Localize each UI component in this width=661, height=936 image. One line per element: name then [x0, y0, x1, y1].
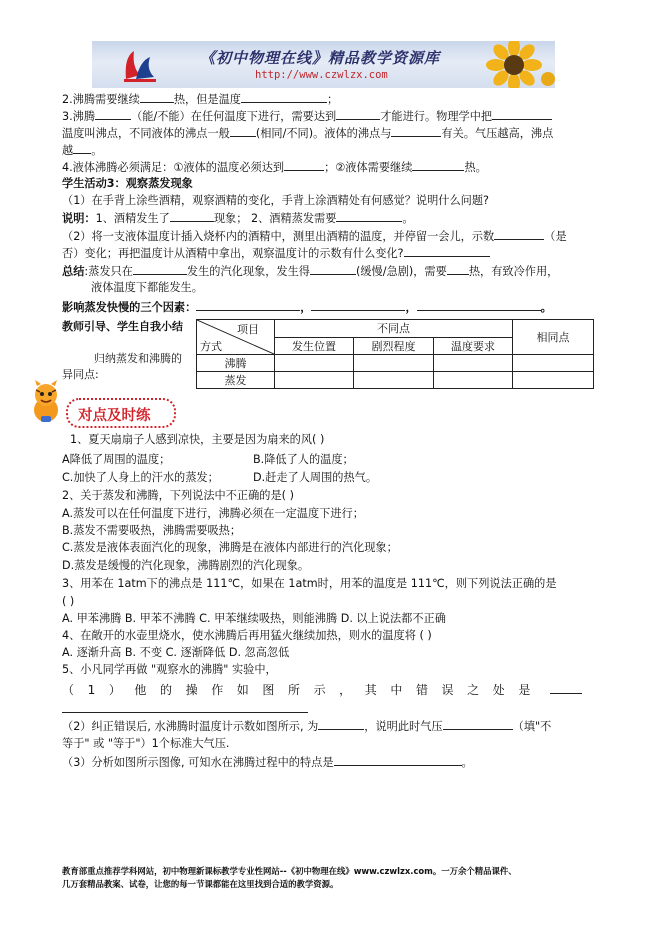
q1-option-b: B.降低了人的温度；	[253, 453, 354, 466]
table-corner-cell	[197, 320, 275, 355]
corner-bottom-label: 方式	[200, 340, 222, 353]
q3-options: A. 甲苯沸腾 B. 甲苯不沸腾 C. 甲苯继续吸热，则能沸腾 D. 以上说法都不正确	[62, 612, 446, 625]
q1-option-d: D.赶走了人周围的热气。	[253, 471, 378, 484]
header-same: 相同点	[513, 320, 594, 355]
corner-top-label: 项目	[237, 323, 259, 336]
sunflower-icon	[484, 41, 555, 88]
question-1: 1、夏天扇扇子人感到凉快，主要是因为扇来的风( )	[70, 433, 325, 446]
q2-option-a: A.蒸发可以在任何温度下进行，沸腾必须在一定温度下进行；	[62, 507, 364, 520]
q1-option-a: A降低了周围的温度；	[62, 453, 171, 466]
q5-part-4: （3）分析如图所示图像, 可知水在沸腾过程中的特点是 。	[62, 756, 473, 769]
q5-part-2: （2）纠正错误后, 水沸腾时温度计示数如图所示, 为 ，说明此时气压 （填"不	[62, 720, 552, 733]
footer-line-1: 教育部重点推荐学科网站，初中物理新课标教学专业性网站--《初中物理在线》www.czwlzx.com。一万余个精品课件、	[62, 866, 517, 876]
cartoon-tiger-icon	[27, 380, 65, 424]
header-banner	[92, 41, 555, 88]
subheader-location: 发生位置	[275, 337, 354, 355]
text-line-4: 越 。	[62, 144, 103, 157]
q5-part-1: （ 1 ） 他 的 操 作 如 图 所 示 ， 其 中 错 误 之 处 是	[62, 682, 582, 698]
site-logo-icon	[120, 45, 160, 85]
q2-option-c: C.蒸发是液体表面汽化的现象，沸腾是在液体内部进行的汽化现象；	[62, 541, 398, 554]
practice-badge-label: 对点及时练	[78, 408, 151, 424]
q3-paren: ( )	[62, 595, 75, 608]
practice-badge	[66, 398, 176, 428]
row-label-evaporation: 蒸发	[197, 372, 275, 389]
text-line-1: 2.沸腾需要继续 热，但是温度 ；	[62, 93, 339, 106]
subheader-temperature: 温度要求	[434, 337, 513, 355]
text-line-13: 影响蒸发快慢的三个因素： ， ， 。	[62, 301, 552, 314]
banner-url: http://www.czwlzx.com	[255, 69, 388, 81]
table-side-title: 教师引导、学生自我小结	[62, 320, 183, 333]
question-4: 4、在敞开的水壶里烧水，使水沸腾后再用猛火继续加热，则水的温度将 ( )	[62, 629, 432, 642]
comparison-table	[196, 319, 594, 389]
section-heading-evaporation: 学生活动3：观察蒸发现象	[62, 177, 193, 190]
text-line-7: （1）在手背上涂些酒精，观察酒精的变化，手背上涂酒精处有何感觉？说明什么问题?	[62, 194, 489, 207]
footer-line-2: 几万套精品教案、试卷，让您的每一节课都能在这里找到合适的教学资源。	[62, 879, 339, 889]
text-line-5: 4.液体沸腾必须满足：①液体的温度必须达到 ；②液体需要继续 热。	[62, 161, 487, 174]
q4-options: A. 逐渐升高 B. 不变 C. 逐渐降低 D. 忽高忽低	[62, 646, 290, 659]
text-line-9: （2）将一支液体温度计插入烧杯内的酒精中，测里出酒精的温度，并停留一会儿，示数 （是	[62, 230, 567, 243]
table-row	[197, 355, 594, 372]
text-line-12: 液体温度下都能发生。	[91, 281, 203, 294]
q5-part-3: 等于" 或 "等于"）1个标准大气压.	[62, 737, 230, 750]
header-different: 不同点	[275, 320, 513, 338]
q2-option-b: B.蒸发不需要吸热，沸腾需要吸热；	[62, 524, 242, 537]
question-3: 3、用苯在 1atm下的沸点是 111℃，如果在 1atm时，用苯的温度是 111℃，则下列说法正确的是	[62, 577, 557, 590]
question-2: 2、关于蒸发和沸腾，下列说法中不正确的是( )	[62, 489, 294, 502]
text-line-3: 温度叫沸点，不同液体的沸点一般 (相同/不同)。液体的沸点与 有关。气压越高，沸点	[62, 127, 554, 140]
question-5: 5、小凡同学再做 "观察水的沸腾" 实验中，	[62, 663, 277, 676]
answer-line	[62, 712, 308, 713]
text-line-8: 说明：1、酒精发生了 现象； 2、酒精蒸发需要 。	[62, 212, 414, 225]
text-line-10: 否）变化；再把温度计从酒精中拿出，观察温度计的示数有什么变化?	[62, 245, 490, 262]
subheader-intensity: 剧烈程度	[354, 337, 434, 355]
q2-option-d: D.蒸发是缓慢的汽化现象，沸腾剧烈的汽化现象。	[62, 559, 310, 572]
text-line-2: 3.沸腾 （能/不能）在任何温度下进行，需要达到 才能进行。物理学中把	[62, 108, 552, 125]
q1-option-c: C.加快了人身上的汗水的蒸发；	[62, 471, 219, 484]
row-label-boiling: 沸腾	[197, 355, 275, 372]
banner-title: 《初中物理在线》精品教学资源库	[200, 49, 441, 67]
table-row	[197, 372, 594, 389]
text-line-11: 总结:蒸发只在 发生的汽化现象，发生得 (缓慢/急剧)，需要 热，有致冷作用，	[62, 265, 559, 278]
table-side-text: 归纳蒸发和沸腾的异同点:	[62, 352, 182, 381]
